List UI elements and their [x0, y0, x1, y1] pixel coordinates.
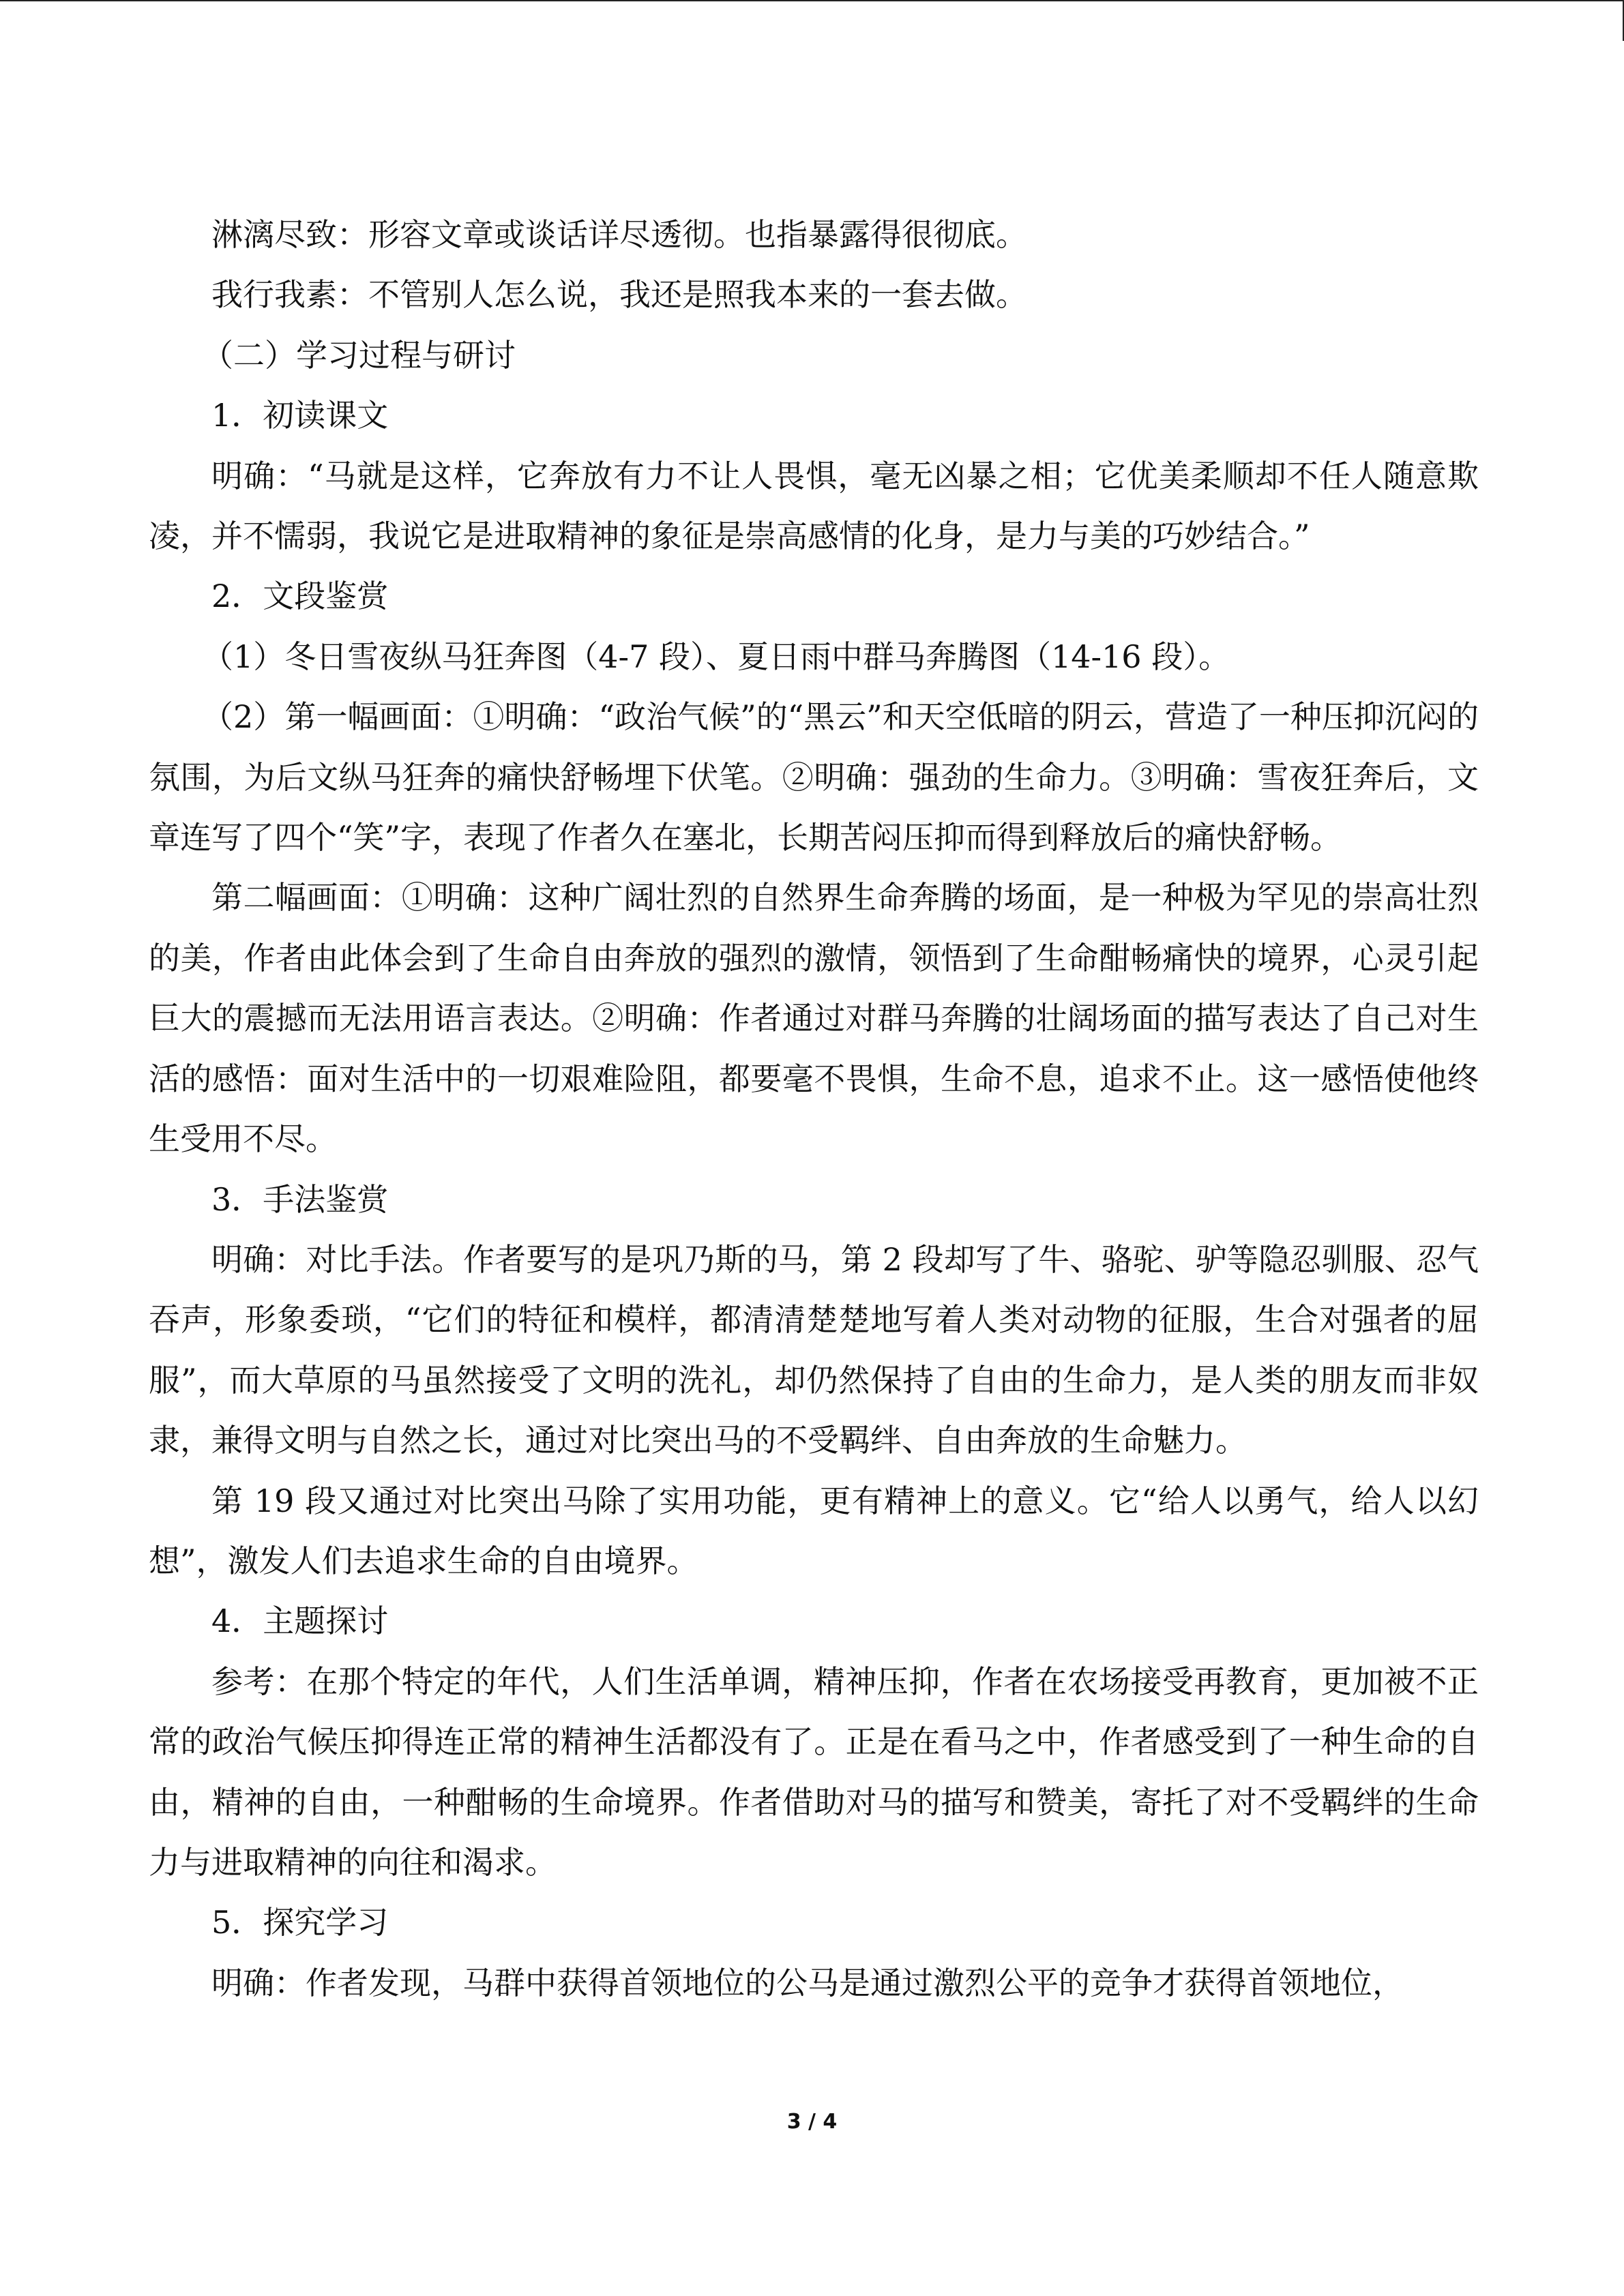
section-heading: （二）学习过程与研讨 [202, 336, 516, 374]
paragraph: 第二幅画面：①明确：这种广阔壮烈的自然界生命奔腾的场面，是一种极为罕见的崇高壮烈的美，作者由此体会到了生命自由奔放的强烈的激情，领悟到了生命酣畅痛快的境界，心灵引起巨大的震撼而无法用语言表达。②明确：作者通过对群马奔腾的壮阔场面的描写表达了自己对生活的感悟：面对生活中的一切艰难险阻，都要毫不畏惧，生命不息，追求不止。这一感悟使他终生受用不尽。 [149, 879, 1479, 1158]
paragraph: 淋漓尽致：形容文章或谈话详尽透彻。也指暴露得很彻底。 [211, 216, 1027, 253]
page-number: 3 / 4 [786, 2110, 838, 2134]
subsection-heading: 4．主题探讨 [211, 1602, 389, 1640]
paragraph: 明确：作者发现，马群中获得首领地位的公马是通过激烈公平的竞争才获得首领地位， [211, 1964, 1404, 2001]
paragraph: 第 19 段又通过对比突出马除了实用功能，更有精神上的意义。它“给人以勇气，给人以幻想”，激发人们去追求生命的自由境界。 [149, 1482, 1479, 1579]
paragraph: 明确：“马就是这样，它奔放有力不让人畏惧，毫无凶暴之相；它优美柔顺却不任人随意欺凌，并不懦弱，我说它是进取精神的象征是崇高感情的化身，是力与美的巧妙结合。” [149, 457, 1479, 555]
top-border-line [0, 0, 1624, 1]
paragraph: 明确：对比手法。作者要写的是巩乃斯的马，第 2 段却写了牛、骆驼、驴等隐忍驯服、忍气吞声，形象委琐，“它们的特征和模样，都清清楚楚地写着人类对动物的征服，生合对强者的屈服”，而大草原的马虽然接受了文明的洗礼，却仍然保持了自由的生命力，是人类的朋友而非奴隶，兼得文明与自然之长，通过对比突出马的不受羁绊、自由奔放的生命魅力。 [149, 1240, 1479, 1459]
subsection-heading: 1．初读课文 [211, 397, 389, 434]
subsection-heading: 2．文段鉴赏 [211, 578, 389, 615]
paragraph: （2）第一幅画面：①明确：“政治气候”的“黑云”和天空低暗的阴云，营造了一种压抑沉闷的氛围，为后文纵马狂奔的痛快舒畅埋下伏笔。②明确：强劲的生命力。③明确：雪夜狂奔后，文章连写了四个“笑”字，表现了作者久在塞北，长期苦闷压抑而得到释放后的痛快舒畅。 [149, 698, 1479, 856]
paragraph: 参考：在那个特定的年代，人们生活单调，精神压抑，作者在农场接受再教育，更加被不正常的政治气候压抑得连正常的精神生活都没有了。正是在看马之中，作者感受到了一种生命的自由，精神的自由，一种酣畅的生命境界。作者借助对马的描写和赞美，寄托了对不受羁绊的生命力与进取精神的向往和渴求。 [149, 1663, 1479, 1881]
document-body [149, 205, 1479, 2013]
subsection-heading: 5．探究学习 [211, 1904, 389, 1941]
paragraph: 我行我素：不管别人怎么说，我还是照我本来的一套去做。 [211, 276, 1027, 314]
list-item: （1）冬日雪夜纵马狂奔图（4-7 段）、夏日雨中群马奔腾图（14-16 段）。 [202, 638, 1230, 675]
subsection-heading: 3．手法鉴赏 [211, 1180, 389, 1218]
